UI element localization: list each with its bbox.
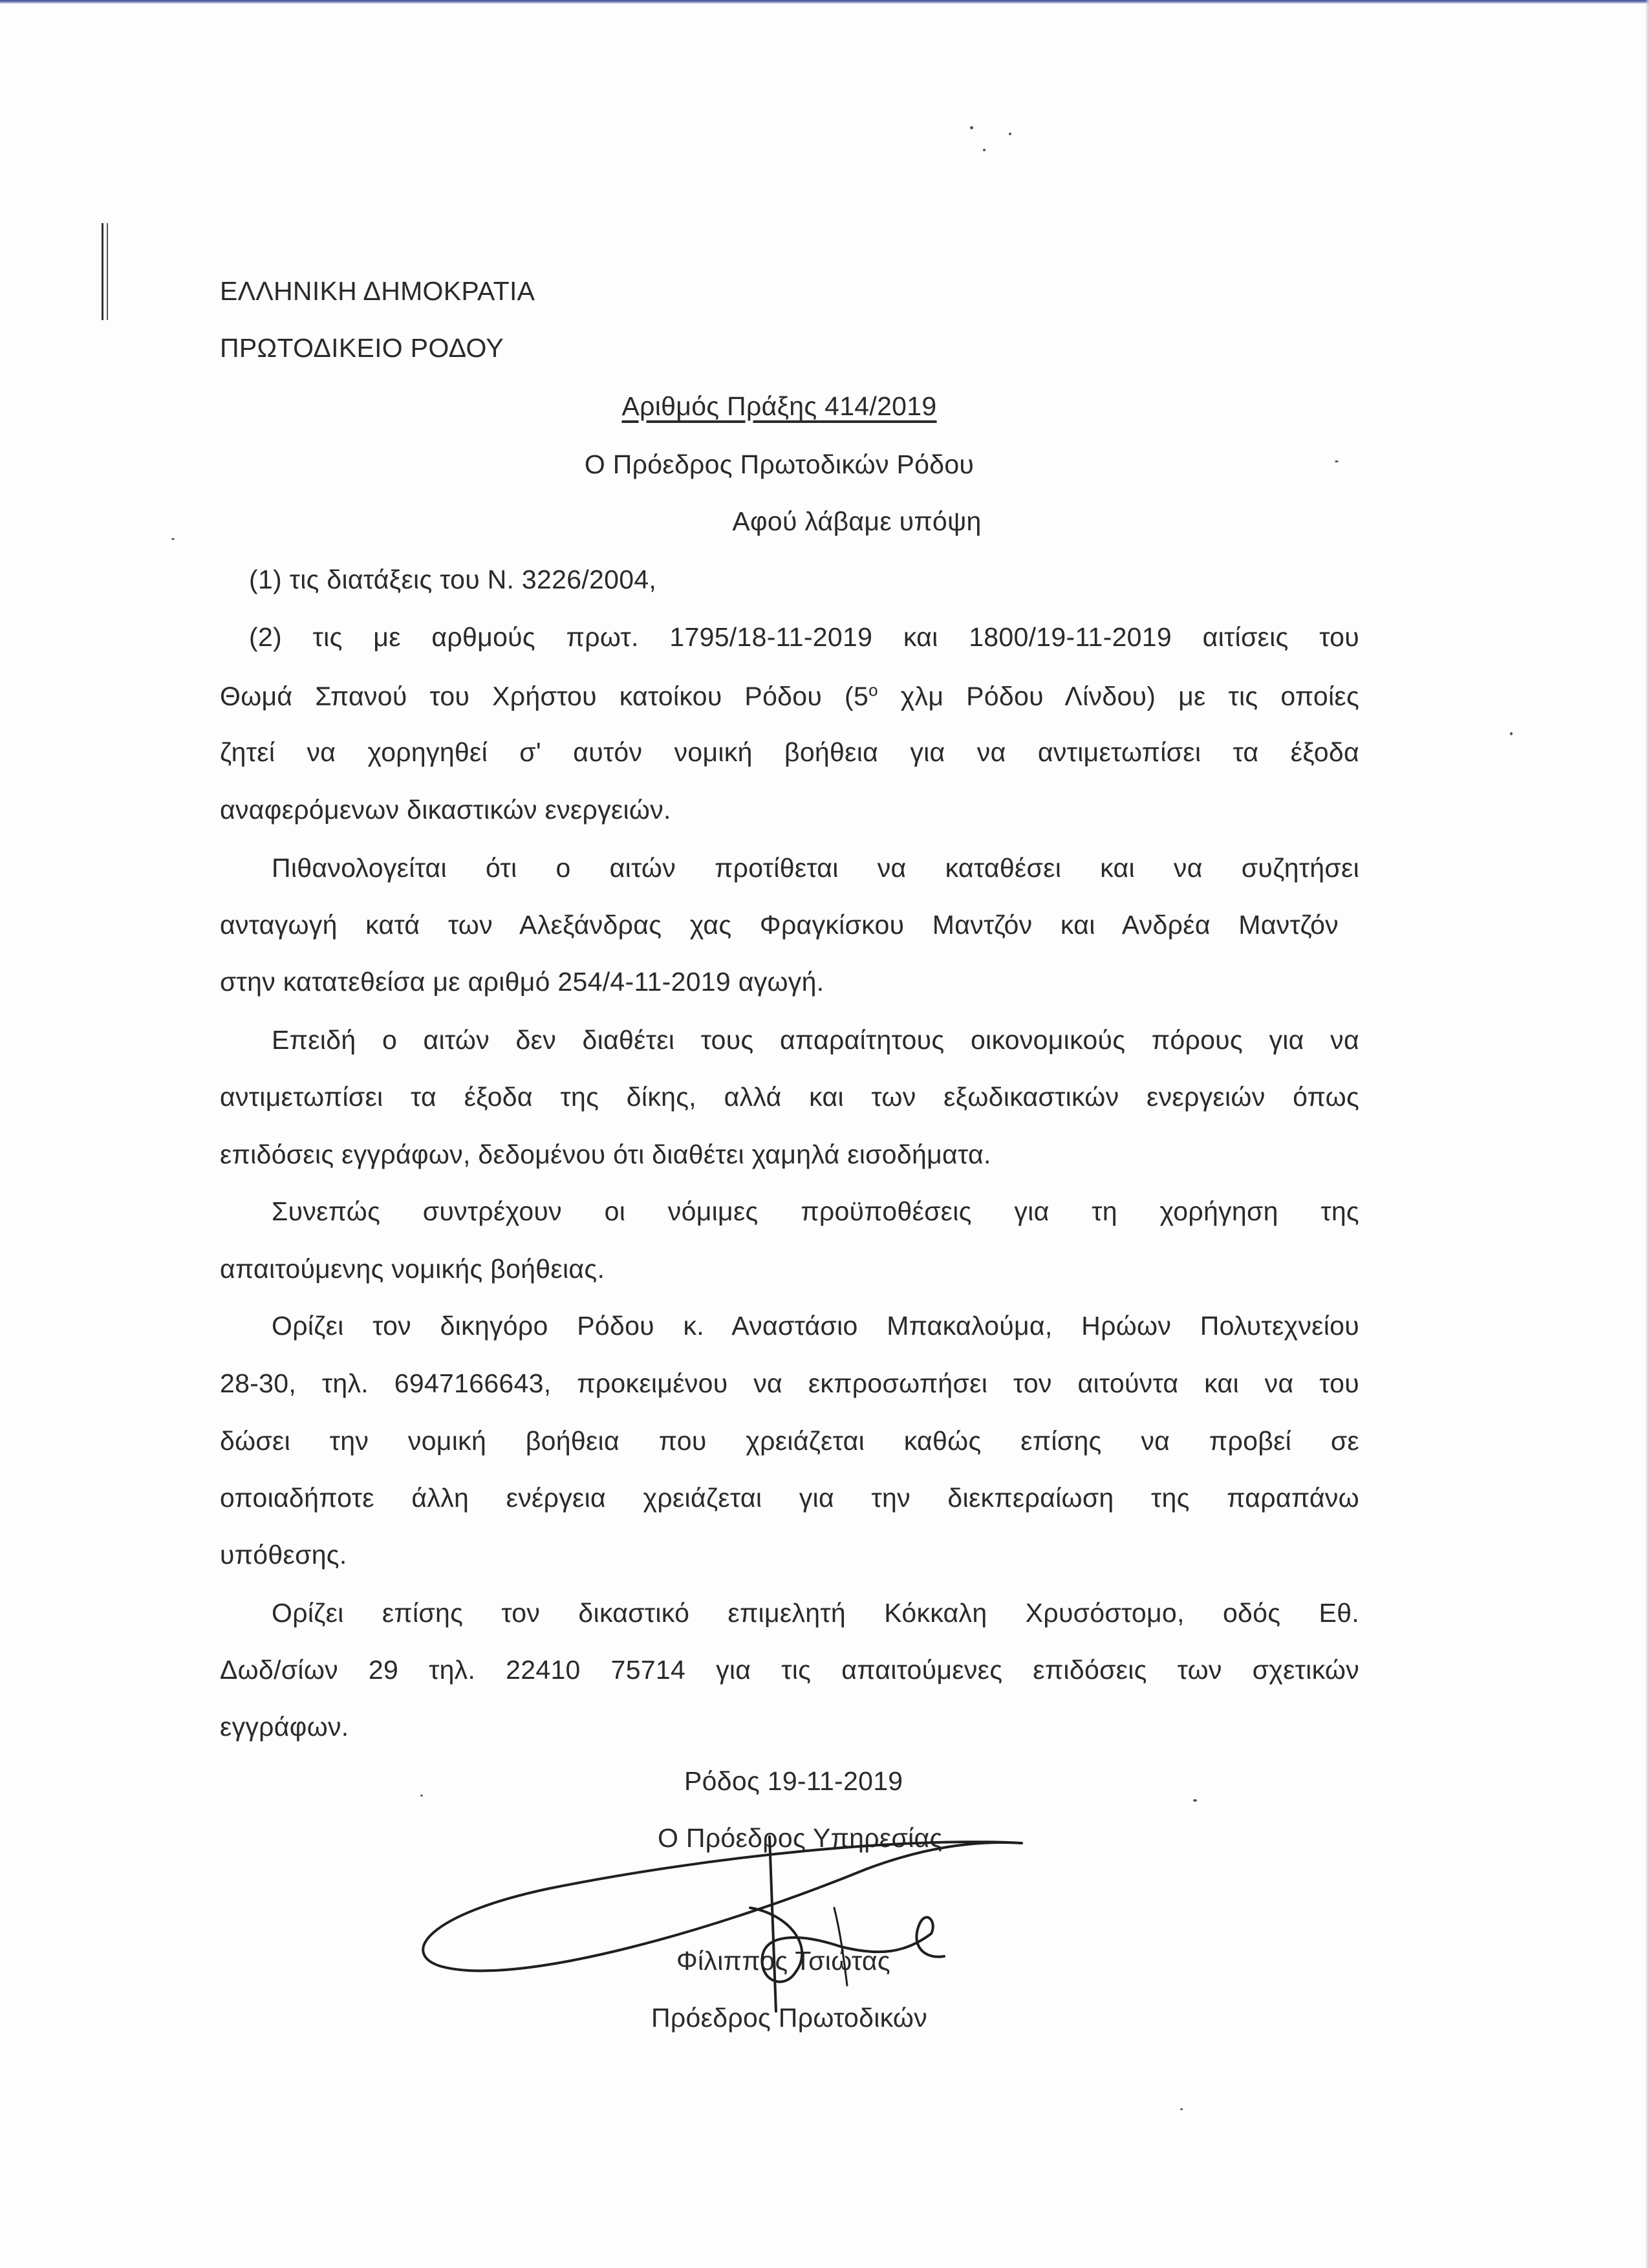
paragraph-1-line-3: στην κατατεθείσα με αριθμό 254/4-11-2019 αγωγή. <box>220 967 824 997</box>
court-heading: ΠΡΩΤΟΔΙΚΕΙΟ ΡΟΔΟΥ <box>220 333 504 363</box>
scan-speck <box>1009 133 1011 135</box>
country-heading: ΕΛΛΗΝΙΚΗ ΔΗΜΟΚΡΑΤΙΑ <box>220 276 535 306</box>
act-number: Αριθμός Πράξης 414/2019 <box>621 391 937 421</box>
paragraph-1-line-1: Πιθανολογείται ότι ο αιτών προτίθεται να καταθέσει και να συζητήσει <box>272 853 1359 883</box>
consideration-item-2-line-2 <box>220 682 1359 710</box>
consideration-item-2-line-3: ζητεί να χορηγηθεί σ' αυτόν νομική βοήθεια για να αντιμετωπίσει τα έξοδα <box>220 737 1359 767</box>
scan-speck <box>1510 732 1513 735</box>
signatory-role: Ο Πρόεδρος Υπηρεσίας <box>658 1823 943 1853</box>
handwritten-signature <box>388 1817 1035 2024</box>
paragraph-2-line-2: αντιμετωπίσει τα έξοδα της δίκης, αλλά και των εξωδικαστικών ενεργειών όπως <box>220 1082 1359 1112</box>
paragraph-5-line-3: εγγράφων. <box>220 1712 349 1742</box>
paragraph-4-line-2: 28-30, τηλ. 6947166643, προκειμένου να εκπροσωπήσει τον αιτούντα και να του <box>220 1368 1359 1398</box>
consideration-text: χλμ Ρόδου Λίνδου) με τις οποίες <box>878 681 1359 711</box>
paragraph-2-line-3: επιδόσεις εγγράφων, δεδομένου ότι διαθέτει χαμηλά εισοδήματα. <box>220 1139 991 1169</box>
scan-speck <box>1193 1799 1197 1802</box>
scan-edge-top <box>0 0 1649 4</box>
place-date: Ρόδος 19-11-2019 <box>684 1766 903 1796</box>
scan-speck <box>1335 460 1339 462</box>
scan-speck <box>983 149 986 151</box>
paragraph-4-line-5: υπόθεσης. <box>220 1540 347 1570</box>
scan-speck <box>1180 2108 1183 2110</box>
consideration-item-2-line-1: (2) τις με αρθμούς πρωτ. 1795/18-11-2019 και 1800/19-11-2019 αιτίσεις του <box>249 622 1359 652</box>
paragraph-4-line-4: οποιαδήποτε άλλη ενέργεια χρειάζεται για την διεκπεραίωση της παραπάνω <box>220 1483 1359 1513</box>
scan-speck <box>420 1795 423 1797</box>
paragraph-3-line-2: απαιτούμενης νομικής βοήθειας. <box>220 1254 605 1284</box>
scan-edge-right <box>1645 0 1649 2268</box>
signatory-title: Πρόεδρος Πρωτοδικών <box>651 2003 928 2033</box>
paragraph-4-line-1: Ορίζει τον δικηγόρο Ρόδου κ. Αναστάσιο Μπακαλούμα, Ηρώων Πολυτεχνείου <box>272 1311 1359 1341</box>
consideration-text: Θωμά Σπανού του Χρήστου κατοίκου Ρόδου (5 <box>220 681 869 711</box>
issuer-line: Ο Πρόεδρος Πρωτοδικών Ρόδου <box>584 449 975 479</box>
consideration-item-1: (1) τις διατάξεις του Ν. 3226/2004, <box>249 565 657 594</box>
paragraph-5-line-1: Ορίζει επίσης τον δικαστικό επιμελητή Κόκκαλη Χρυσόστομο, οδός Εθ. <box>272 1598 1359 1628</box>
consideration-item-2-line-4: αναφερόμενων δικαστικών ενεργειών. <box>220 795 671 825</box>
preamble-line: Αφού λάβαμε υπόψη <box>732 506 982 536</box>
paragraph-4-line-3: δώσει την νομική βοήθεια που χρειάζεται καθώς επίσης να προβεί σε <box>220 1426 1359 1456</box>
scan-speck <box>970 126 973 129</box>
paragraph-1-line-2: ανταγωγή κατά των Αλεξάνδρας χας Φραγκίσκου Μαντζόν και Ανδρέα Μαντζόν <box>220 910 1339 940</box>
paragraph-2-line-1: Επειδή ο αιτών δεν διαθέτει τους απαραίτητους οικονομικούς πόρους για να <box>272 1025 1359 1055</box>
superscript-o: ο <box>868 680 878 700</box>
scan-speck <box>171 538 175 540</box>
margin-mark <box>102 223 108 320</box>
paragraph-3-line-1: Συνεπώς συντρέχουν οι νόμιμες προϋποθέσεις για τη χορήγηση της <box>272 1196 1359 1226</box>
paragraph-5-line-2: Δωδ/σίων 29 τηλ. 22410 75714 για τις απαιτούμενες επιδόσεις των σχετικών <box>220 1655 1359 1685</box>
signatory-name: Φίλιππος Τσιώτας <box>676 1946 890 1976</box>
